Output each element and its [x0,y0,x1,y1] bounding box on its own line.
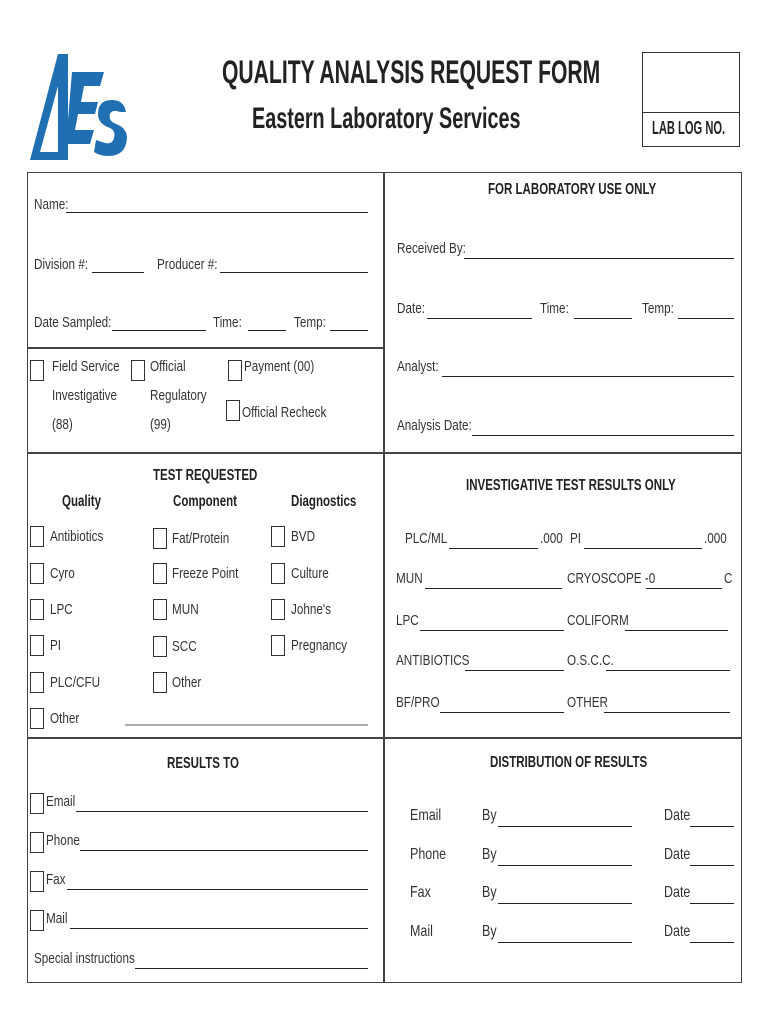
quality-column-header: Quality [62,493,102,510]
component-4-checkbox[interactable] [153,672,167,693]
field-service-checkbox[interactable] [30,360,44,381]
results-to-panel [27,737,385,983]
time-field[interactable] [248,330,286,331]
quality-3-label: PI [50,637,62,654]
lab-temp-field[interactable] [678,318,734,319]
distribution-date-field-3[interactable] [690,942,734,943]
quality-4-checkbox[interactable] [30,672,44,693]
cryoscope-label: CRYOSCOPE -0 [567,570,656,587]
diagnostics-0-label: BVD [291,528,316,545]
payment-checkbox[interactable] [228,360,242,381]
analysis-date-field[interactable] [472,435,734,436]
oscc-label: O.S.C.C. [567,652,614,669]
bf-pro-label: BF/PRO [396,694,440,711]
distribution-date-field-0[interactable] [690,826,734,827]
lab-name: Eastern Laboratory Services [252,102,521,135]
pi-suffix: .000 [704,530,727,547]
distribution-date-label-1: Date [664,846,691,863]
received-by-label: Received By: [397,240,466,257]
component-2-label: MUN [172,601,199,618]
diagnostics-column-header: Diagnostics [291,493,357,510]
email-label: Email [46,793,76,810]
distribution-by-field-2[interactable] [498,903,632,904]
mail-label: Mail [46,910,68,927]
lab-date-label: Date: [397,300,425,317]
quality-3-checkbox[interactable] [30,635,44,656]
analyst-field[interactable] [442,376,734,377]
antibiotics-result-field[interactable] [465,670,564,671]
email-checkbox[interactable] [30,793,44,814]
time-label: Time: [213,314,242,331]
quality-0-label: Antibiotics [50,528,104,545]
lpc-result-label: LPC [396,612,419,629]
mail-checkbox[interactable] [30,910,44,931]
component-4-label: Other [172,674,202,691]
official-label: Official [150,358,186,375]
component-column-header: Component [173,493,237,510]
quality-2-checkbox[interactable] [30,599,44,620]
lab-date-field[interactable] [427,318,532,319]
component-1-checkbox[interactable] [153,563,167,584]
temp-label: Temp: [294,314,326,331]
lab-use-title: FOR LABORATORY USE ONLY [488,181,657,198]
special-instructions-label: Special instructions [34,950,135,967]
coliform-label: COLIFORM [567,612,629,629]
division-label: Division #: [34,256,88,273]
phone-checkbox[interactable] [30,832,44,853]
fax-checkbox[interactable] [30,871,44,892]
mun-label: MUN [396,570,423,587]
lab-temp-label: Temp: [642,300,674,317]
plc-ml-suffix: .000 [540,530,563,547]
payment-label: Payment (00) [244,358,315,375]
distribution-date-label-3: Date [664,923,691,940]
code-99-label: (99) [150,416,171,433]
quality-1-checkbox[interactable] [30,563,44,584]
fax-label: Fax [46,871,66,888]
analyst-label: Analyst: [397,358,439,375]
distribution-method-3: Mail [410,923,433,940]
component-3-checkbox[interactable] [153,636,167,657]
form-title: QUALITY ANALYSIS REQUEST FORM [222,54,601,90]
quality-5-label: Other [50,710,80,727]
investigative-label: Investigative [52,387,118,404]
plc-ml-label: PLC/ML [405,530,448,547]
component-2-checkbox[interactable] [153,599,167,620]
diagnostics-1-checkbox[interactable] [271,563,285,584]
diagnostics-2-label: Johne's [291,601,331,618]
quality-4-label: PLC/CFU [50,674,101,691]
distribution-by-label-1: By [482,846,497,863]
diagnostics-0-checkbox[interactable] [271,526,285,547]
quality-2-label: LPC [50,601,73,618]
regulatory-label: Regulatory [150,387,207,404]
field-service-label: Field Service [52,358,120,375]
coliform-field[interactable] [625,630,728,631]
distribution-by-field-0[interactable] [498,826,632,827]
date-sampled-label: Date Sampled: [34,314,112,331]
antibiotics-result-label: ANTIBIOTICS [396,652,470,669]
test-requested-title: TEST REQUESTED [153,467,258,484]
els-logo [28,52,128,162]
official-checkbox[interactable] [131,360,145,381]
results-to-title: RESULTS TO [167,755,239,772]
name-label: Name: [34,196,69,213]
distribution-date-field-1[interactable] [690,865,734,866]
phone-label: Phone [46,832,80,849]
plc-ml-field[interactable] [449,548,538,549]
analysis-date-label: Analysis Date: [397,417,472,434]
mail-field[interactable] [70,928,368,929]
component-0-checkbox[interactable] [153,528,167,549]
distribution-by-label-3: By [482,923,497,940]
division-field[interactable] [92,272,144,273]
producer-label: Producer #: [157,256,218,273]
quality-1-label: Cyro [50,565,75,582]
mun-field[interactable] [425,588,562,589]
pi-label: PI [570,530,582,547]
distribution-method-1: Phone [410,846,447,863]
investigative-title: INVESTIGATIVE TEST RESULTS ONLY [466,477,676,494]
distribution-method-2: Fax [410,884,431,901]
official-recheck-label: Official Recheck [242,404,327,421]
code-88-label: (88) [52,416,73,433]
official-recheck-checkbox[interactable] [226,400,240,421]
distribution-by-field-3[interactable] [498,942,632,943]
distribution-date-label-0: Date [664,807,691,824]
name-field[interactable] [66,212,368,213]
lab-log-label: LAB LOG NO. [652,118,726,138]
bf-pro-field[interactable] [440,712,564,713]
received-by-field[interactable] [464,258,734,259]
pi-field[interactable] [584,548,702,549]
component-1-label: Freeze Point [172,565,239,582]
diagnostics-3-checkbox[interactable] [271,635,285,656]
cryoscope-field[interactable] [646,588,722,589]
date-sampled-field[interactable] [112,330,206,331]
component-0-label: Fat/Protein [172,530,230,547]
lab-time-label: Time: [540,300,569,317]
quality-5-checkbox[interactable] [30,708,44,729]
distribution-by-label-2: By [482,884,497,901]
fax-field[interactable] [67,889,368,890]
temp-field[interactable] [330,330,368,331]
other-result-field[interactable] [604,712,730,713]
distribution-by-label-0: By [482,807,497,824]
email-field[interactable] [76,811,368,812]
lpc-result-field[interactable] [420,630,564,631]
oscc-field[interactable] [606,670,730,671]
quality-0-checkbox[interactable] [30,526,44,547]
special-instructions-field[interactable] [135,968,368,969]
distribution-method-0: Email [410,807,442,824]
distribution-by-field-1[interactable] [498,865,632,866]
component-3-label: SCC [172,638,197,655]
other-result-label: OTHER [567,694,608,711]
distribution-date-field-2[interactable] [690,903,734,904]
producer-field[interactable] [220,272,368,273]
distribution-title: DISTRIBUTION OF RESULTS [490,754,648,771]
test-separator-line [125,724,368,726]
diagnostics-1-label: Culture [291,565,329,582]
diagnostics-2-checkbox[interactable] [271,599,285,620]
distribution-date-label-2: Date [664,884,691,901]
cryoscope-unit: C [724,570,733,587]
lab-time-field[interactable] [574,318,632,319]
diagnostics-3-label: Pregnancy [291,637,347,654]
phone-field[interactable] [80,850,368,851]
lab-log-divider [643,112,739,113]
